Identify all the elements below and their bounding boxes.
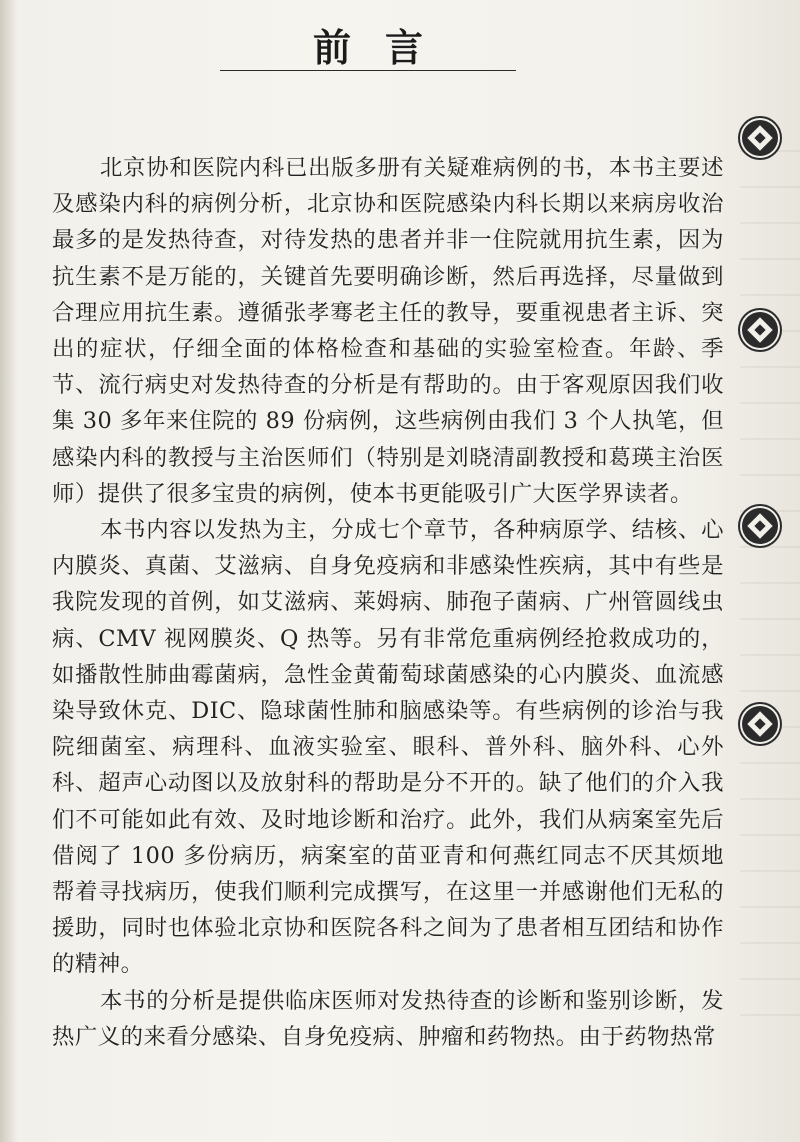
page-title: 前言 — [312, 25, 457, 70]
ornament-icon — [742, 120, 778, 156]
page-title-container — [220, 26, 516, 70]
spine-shadow — [0, 0, 18, 1142]
paragraph-2: 本书内容以发热为主，分成七个章节，各种病原学、结核、心内膜炎、真菌、艾滋病、自身免疫病和非感染性疾病，其中有些是我院发现的首例，如艾滋病、莱姆病、肺孢子菌病、广州管圆线虫病、CMV 视网膜炎、Q 热等。另有非常危重病例经抢救成功的，如播散性肺曲霉菌病，急性金黄葡萄球菌感染的心内膜炎、血流感染导致休克、DIC、隐球菌性肺和脑感染等。有些病例的诊治与我院细菌室、病理科、血液实验室、眼科、普外科、脑外科、心外科、超声心动图以及放射科的帮助是分不开的。缺了他们的介入我们不可能如此有效、及时地诊断和治疗。此外，我们从病案室先后借阅了 100 多份病历，病案室的苗亚青和何燕红同志不厌其烦地帮着寻找病历，使我们顺利完成撰写，在这里一并感谢他们无私的援助，同时也体验北京协和医院各科之间为了患者相互团结和协作的精神。 — [52, 517, 724, 978]
ornament-icon — [742, 508, 778, 544]
title-underline — [220, 70, 516, 71]
ornament-icon — [742, 706, 778, 742]
paragraph-3: 本书的分析是提供临床医师对发热待查的诊断和鉴别诊断，发热广义的来看分感染、自身免疫病、肿瘤和药物热。由于药物热常 — [52, 987, 724, 1050]
bleed-through-lines — [740, 150, 800, 1050]
ornament-icon — [742, 312, 778, 348]
body-text — [52, 150, 724, 1055]
paragraph-1: 北京协和医院内科已出版多册有关疑难病例的书，本书主要述及感染内科的病例分析，北京协和医院感染内科长期以来病房收治最多的是发热待查，对待发热的患者并非一住院就用抗生素，因为抗生素不是万能的，关键首先要明确诊断，然后再选择，尽量做到合理应用抗生素。遵循张孝骞老主任的教导，要重视患者主诉、突出的症状，仔细全面的体格检查和基础的实验室检查。年龄、季节、流行病史对发热待查的分析是有帮助的。由于客观原因我们收集 30 多年来住院的 89 份病例，这些病例由我们 3 个人执笔，但感染内科的教授与主治医师们（特别是刘晓清副教授和葛瑛主治医师）提供了很多宝贵的病例，使本书更能吸引广大医学界读者。 — [52, 155, 724, 507]
